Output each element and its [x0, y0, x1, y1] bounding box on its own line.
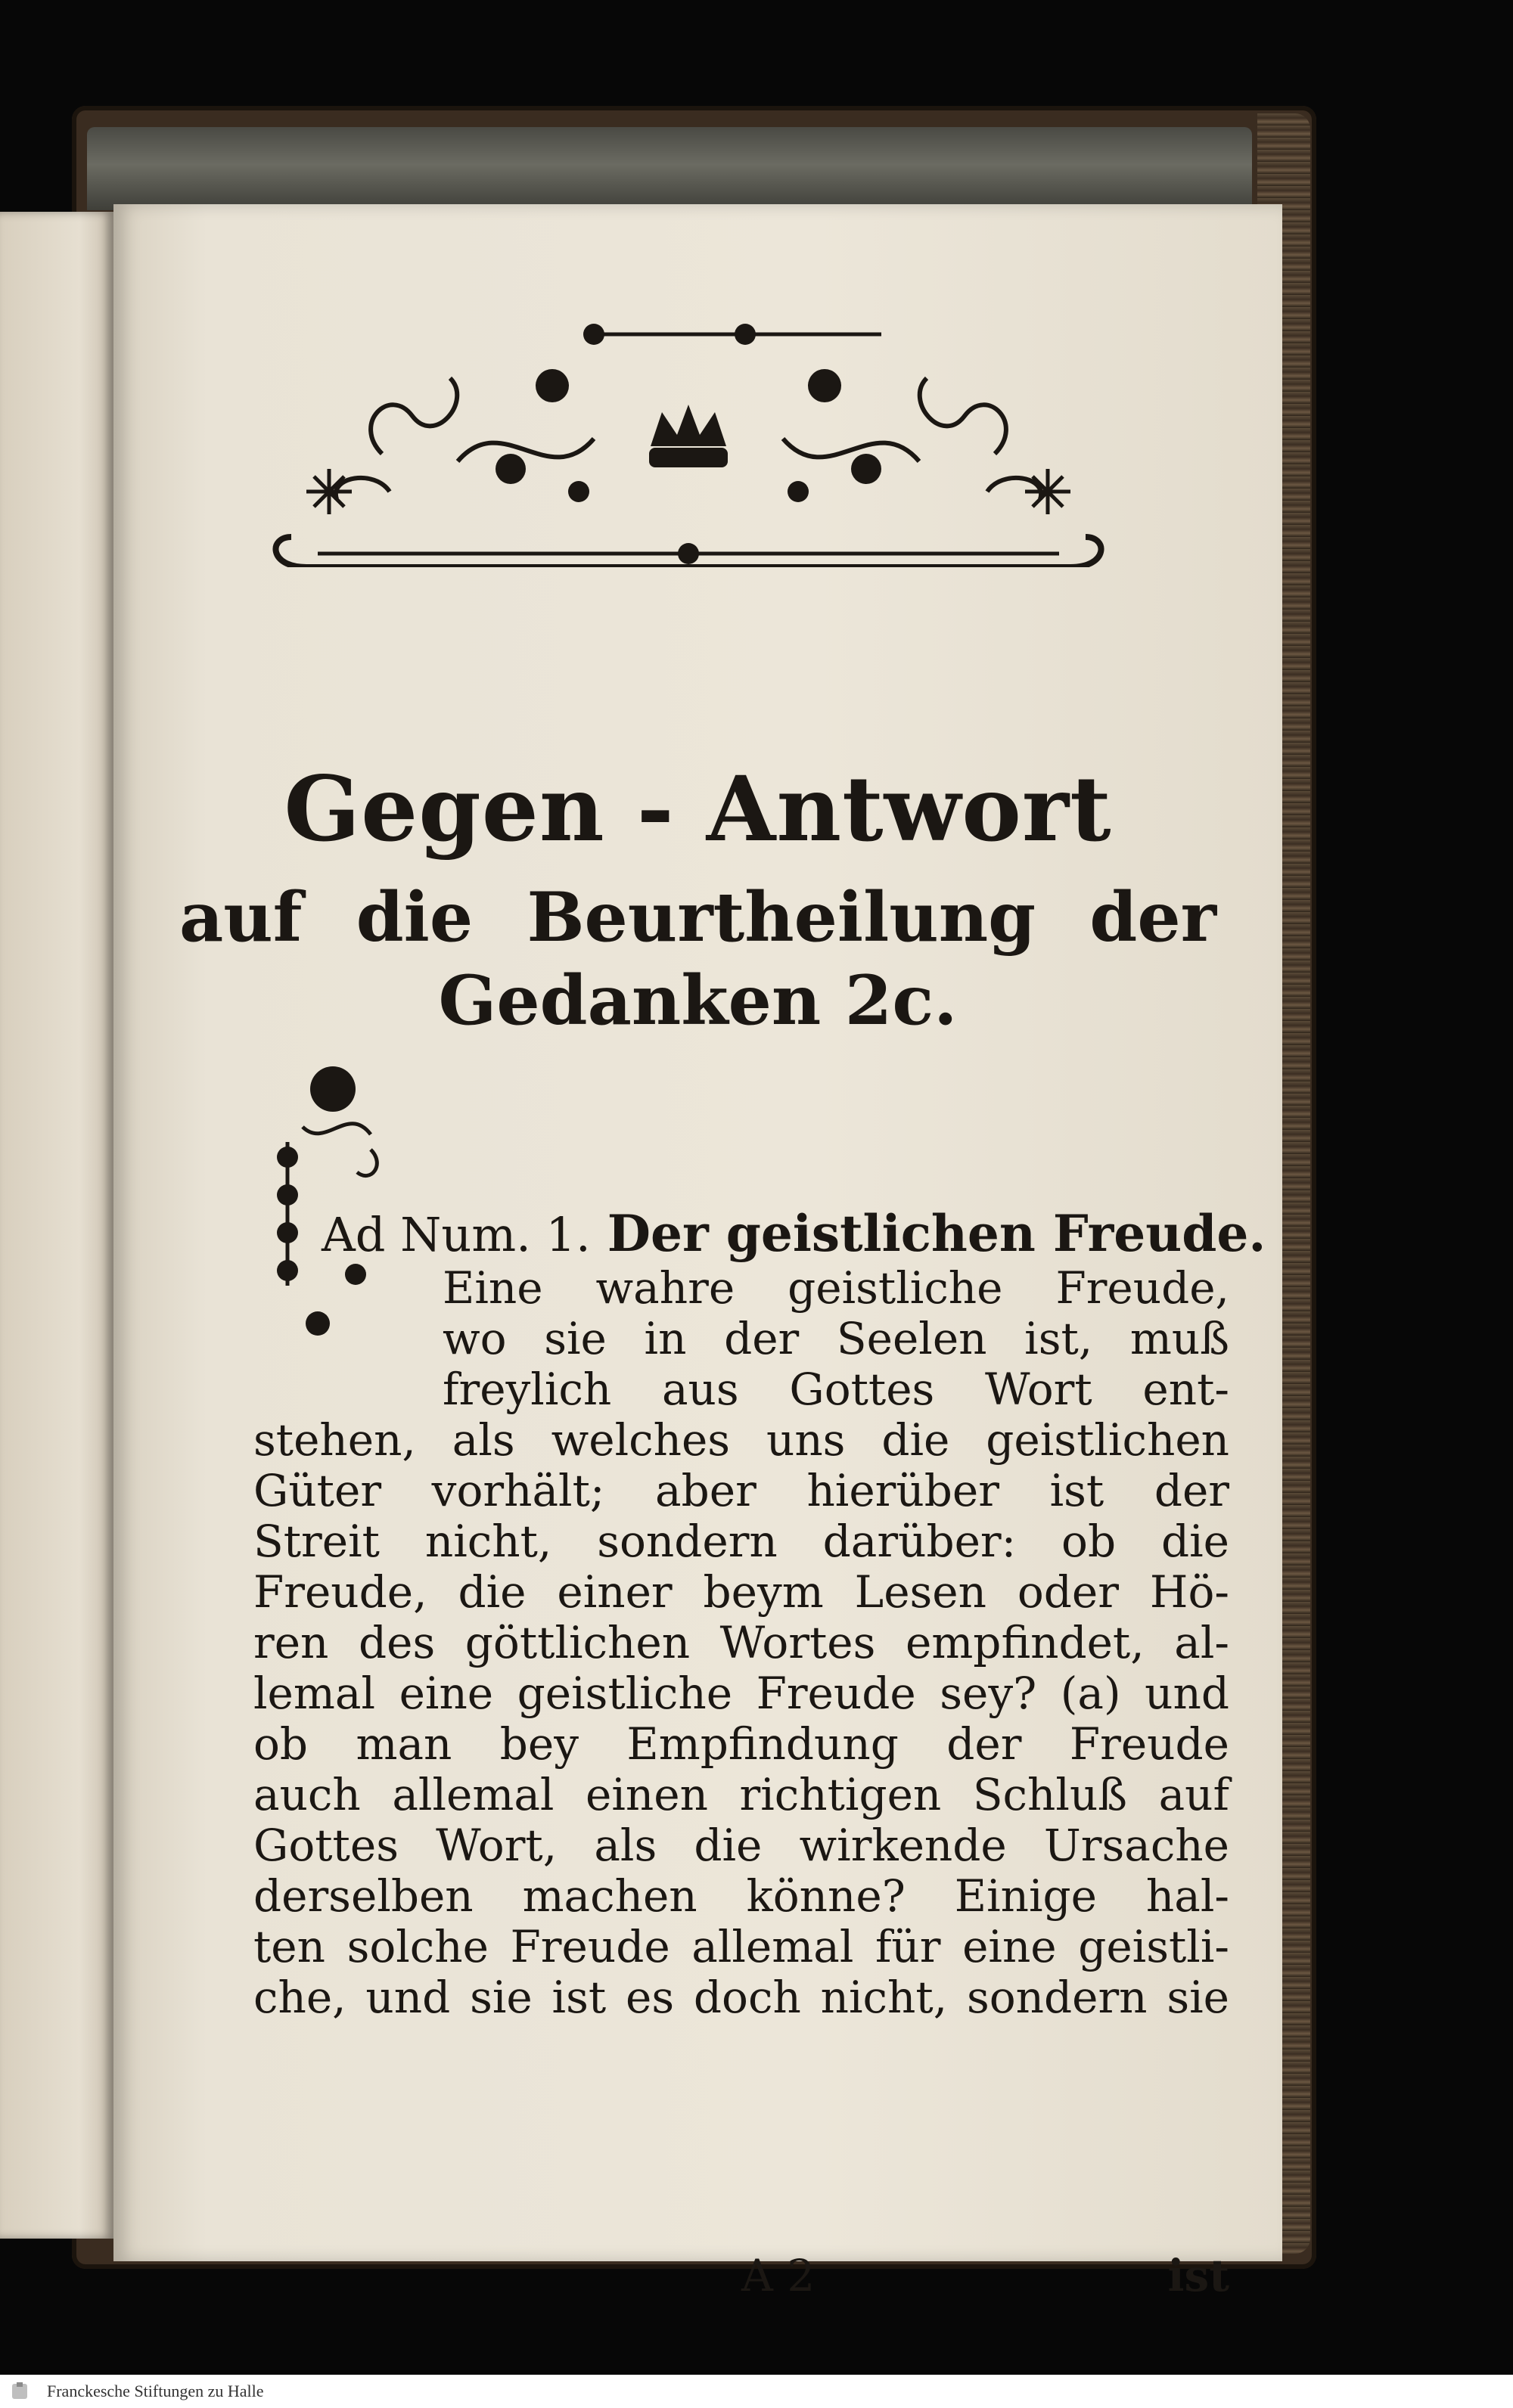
signature-mark: A 2 — [741, 2250, 816, 2301]
text-line: che, und sie ist es doch nicht, sondern sie — [253, 1972, 1229, 2023]
text-line: ten solche Freude allemal für eine geistli- — [253, 1921, 1229, 1972]
previous-page-edge — [0, 212, 113, 2239]
page-block-top-edge — [87, 127, 1252, 210]
ad-num-label: Ad Num. 1. — [322, 1207, 591, 1262]
text-line: freylich aus Gottes Wort ent- — [443, 1364, 1229, 1415]
catchword: ist — [1167, 2250, 1229, 2301]
text-line: Eine wahre geistliche Freude, — [443, 1262, 1229, 1314]
text-line: Streit nicht, sondern darüber: ob die — [253, 1516, 1229, 1567]
section-heading: Der geistlichen Freude. — [607, 1204, 1266, 1263]
text-line: auch allemal einen richtigen Schluß auf — [253, 1769, 1229, 1820]
library-footer-bar — [0, 2375, 1513, 2408]
text-line: ob man bey Empfindung der Freude — [253, 1718, 1229, 1770]
library-name: Franckesche Stiftungen zu Halle — [47, 2382, 264, 2400]
text-line: lemal eine geistliche Freude sey? (a) und — [253, 1668, 1229, 1719]
crown-rosette-headpiece-icon — [261, 318, 1116, 567]
book-page — [113, 204, 1282, 2301]
page-title: Gegen - Antwort — [284, 756, 1112, 861]
text-line: derselben machen könne? Einige hal- — [253, 1870, 1229, 1922]
body-text — [253, 1263, 1229, 2023]
library-logo-icon — [6, 2378, 33, 2405]
lead-line — [322, 1204, 1282, 1263]
text-line: ren des göttlichen Wortes empfindet, al- — [253, 1617, 1229, 1668]
text-line: Freude, die einer beym Lesen oder Hö- — [253, 1566, 1229, 1618]
text-line: wo sie in der Seelen ist, muß — [443, 1313, 1229, 1364]
page-subtitle-line-1: auf die Beurtheilung der — [179, 877, 1217, 957]
text-line: Gottes Wort, als die wirkende Ursache — [253, 1820, 1229, 1871]
page-subtitle-line-2: Gedanken 2c. — [438, 960, 958, 1041]
text-line: Güter vorhält; aber hierüber ist der — [253, 1465, 1229, 1516]
text-line: stehen, als welches uns die geistlichen — [253, 1414, 1229, 1466]
